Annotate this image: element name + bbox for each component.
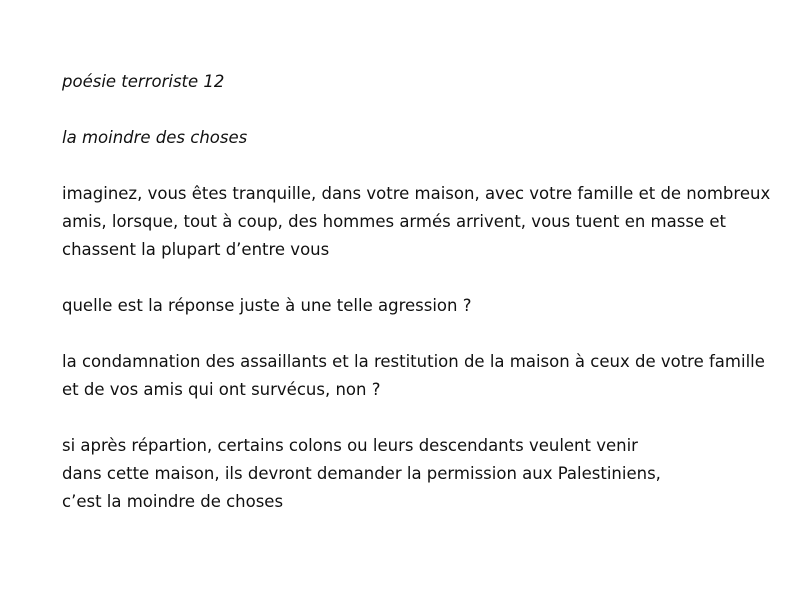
poem-page — [62, 68, 772, 516]
stanza-4 — [62, 432, 772, 516]
stanza-line: amis, lorsque, tout à coup, des hommes armés arrivent, vous tuent en masse et — [62, 212, 726, 231]
stanza-line: c’est la moindre de choses — [62, 492, 284, 511]
stanza-line: et de vos amis qui ont survécus, non ? — [62, 380, 381, 399]
stanza-line: imaginez, vous êtes tranquille, dans votre maison, avec votre famille et de nombreux — [62, 184, 771, 203]
stanza-line: chassent la plupart d’entre vous — [62, 240, 330, 259]
poem-title: poésie terroriste 12 — [62, 72, 225, 91]
stanza-2 — [62, 292, 772, 320]
stanza-line: dans cette maison, ils devront demander la permission aux Palestiniens, — [62, 464, 661, 483]
stanza-line: la condamnation des assaillants et la restitution de la maison à ceux de votre famille — [62, 352, 765, 371]
stanza-line: si après répartion, certains colons ou leurs descendants veulent venir — [62, 436, 638, 455]
stanza-1 — [62, 180, 772, 264]
poem-subtitle: la moindre des choses — [62, 128, 248, 147]
stanza-3 — [62, 348, 772, 404]
stanza-line: quelle est la réponse juste à une telle agression ? — [62, 296, 472, 315]
